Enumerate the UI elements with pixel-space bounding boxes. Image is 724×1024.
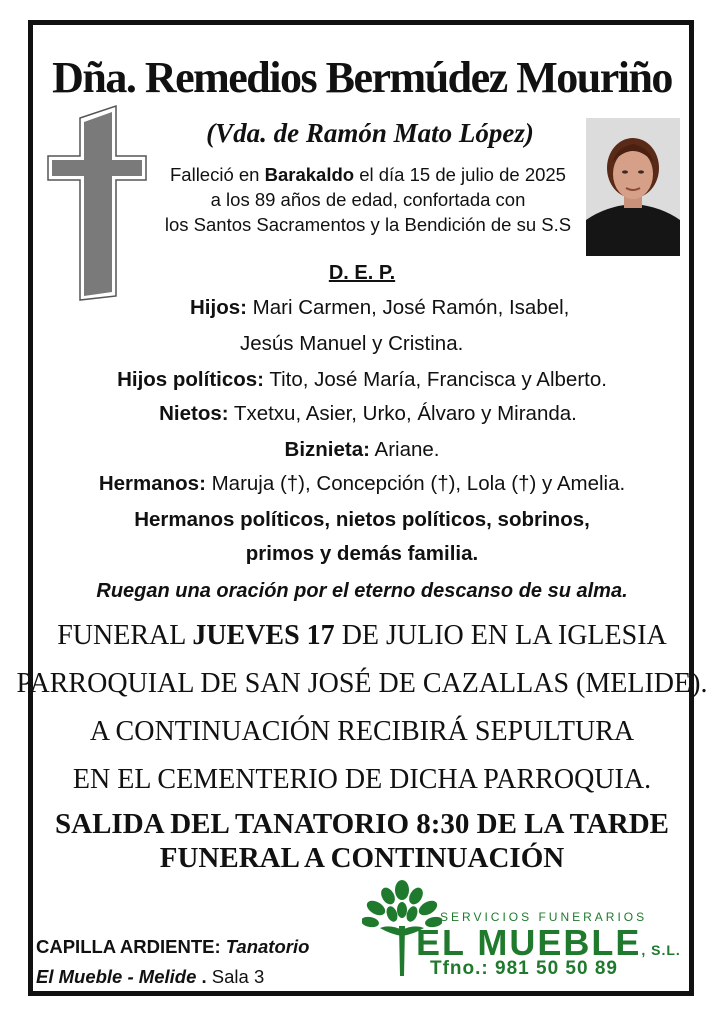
nietos-label: Nietos: bbox=[159, 402, 229, 425]
funeral-day: JUEVES 17 bbox=[192, 620, 335, 651]
funeral-line1-post: DE JULIO EN LA IGLESIA bbox=[334, 620, 667, 651]
dep-heading: D. E. P. bbox=[328, 262, 396, 284]
hijos-names1: Mari Carmen, José Ramón, Isabel, bbox=[246, 296, 570, 319]
chapel-line1 bbox=[36, 936, 309, 958]
chapel-dot: . bbox=[196, 966, 207, 987]
biznieta-line bbox=[0, 438, 724, 462]
hijos-line2: Jesús Manuel y Cristina. bbox=[240, 332, 464, 355]
funeral-following-line: FUNERAL A CONTINUACIÓN bbox=[159, 842, 565, 874]
death-city: Barakaldo bbox=[264, 164, 355, 185]
chapel-place1: Tanatorio bbox=[220, 936, 310, 957]
company-tagline: SERVICIOS FUNERARIOS bbox=[440, 910, 648, 924]
company-suffix: , S.L. bbox=[641, 942, 681, 958]
biznieta-names: Ariane. bbox=[369, 438, 440, 461]
death-line1-pre: Falleció en bbox=[170, 164, 265, 185]
prayer-text: Ruegan una oración por el eterno descanso de su alma. bbox=[96, 580, 628, 602]
funeral-line4: EN EL CEMENTERIO DE DICHA PARROQUIA. bbox=[72, 764, 652, 795]
hermanos-label: Hermanos: bbox=[98, 472, 206, 495]
death-line3: los Santos Sacramentos y la Bendición de su S.S bbox=[164, 214, 572, 235]
funeral-line1 bbox=[0, 620, 724, 652]
funeral-line3: A CONTINUACIÓN RECIBIRÁ SEPULTURA bbox=[89, 716, 635, 747]
nietos-line bbox=[0, 402, 724, 426]
chapel-room: Sala 3 bbox=[206, 966, 265, 987]
hermanos-line bbox=[0, 472, 724, 496]
hijos-politicos-names: Tito, José María, Francisca y Alberto. bbox=[264, 368, 607, 391]
departure-line: SALIDA DEL TANATORIO 8:30 DE LA TARDE bbox=[55, 808, 669, 840]
death-notice bbox=[150, 162, 586, 237]
hijos-label: Hijos: bbox=[190, 296, 247, 319]
nietos-names: Txetxu, Asier, Urko, Álvaro y Miranda. bbox=[228, 402, 577, 425]
chapel-place2: El Mueble - Melide bbox=[36, 966, 197, 987]
death-line1-post: el día 15 de julio de 2025 bbox=[354, 164, 566, 185]
biznieta-label: Biznieta: bbox=[284, 438, 370, 461]
funeral-line1-pre: FUNERAL bbox=[57, 620, 193, 651]
others-line2: primos y demás familia. bbox=[245, 542, 479, 565]
deceased-name: Dña. Remedios Bermúdez Mouriño bbox=[52, 53, 672, 102]
company-phone: Tfno.: 981 50 50 89 bbox=[430, 958, 618, 979]
chapel-label: CAPILLA ARDIENTE: bbox=[36, 936, 221, 957]
portrait-photo bbox=[586, 118, 680, 256]
death-line2: a los 89 años de edad, confortada con bbox=[210, 189, 526, 210]
hijos-line1 bbox=[190, 296, 569, 320]
hermanos-names: Maruja (†), Concepción (†), Lola (†) y Amelia. bbox=[205, 472, 626, 495]
others-line1: Hermanos políticos, nietos políticos, sobrinos, bbox=[134, 508, 590, 531]
widow-of: (Vda. de Ramón Mato López) bbox=[206, 118, 534, 148]
company-name: EL MUEBLE bbox=[416, 922, 642, 963]
hijos-politicos-label: Hijos políticos: bbox=[117, 368, 264, 391]
chapel-line2 bbox=[36, 966, 264, 988]
company-logo bbox=[360, 880, 690, 988]
hijos-politicos-line bbox=[0, 368, 724, 392]
funeral-line2: PARROQUIAL DE SAN JOSÉ DE CAZALLAS (MELIDE). bbox=[16, 668, 708, 699]
